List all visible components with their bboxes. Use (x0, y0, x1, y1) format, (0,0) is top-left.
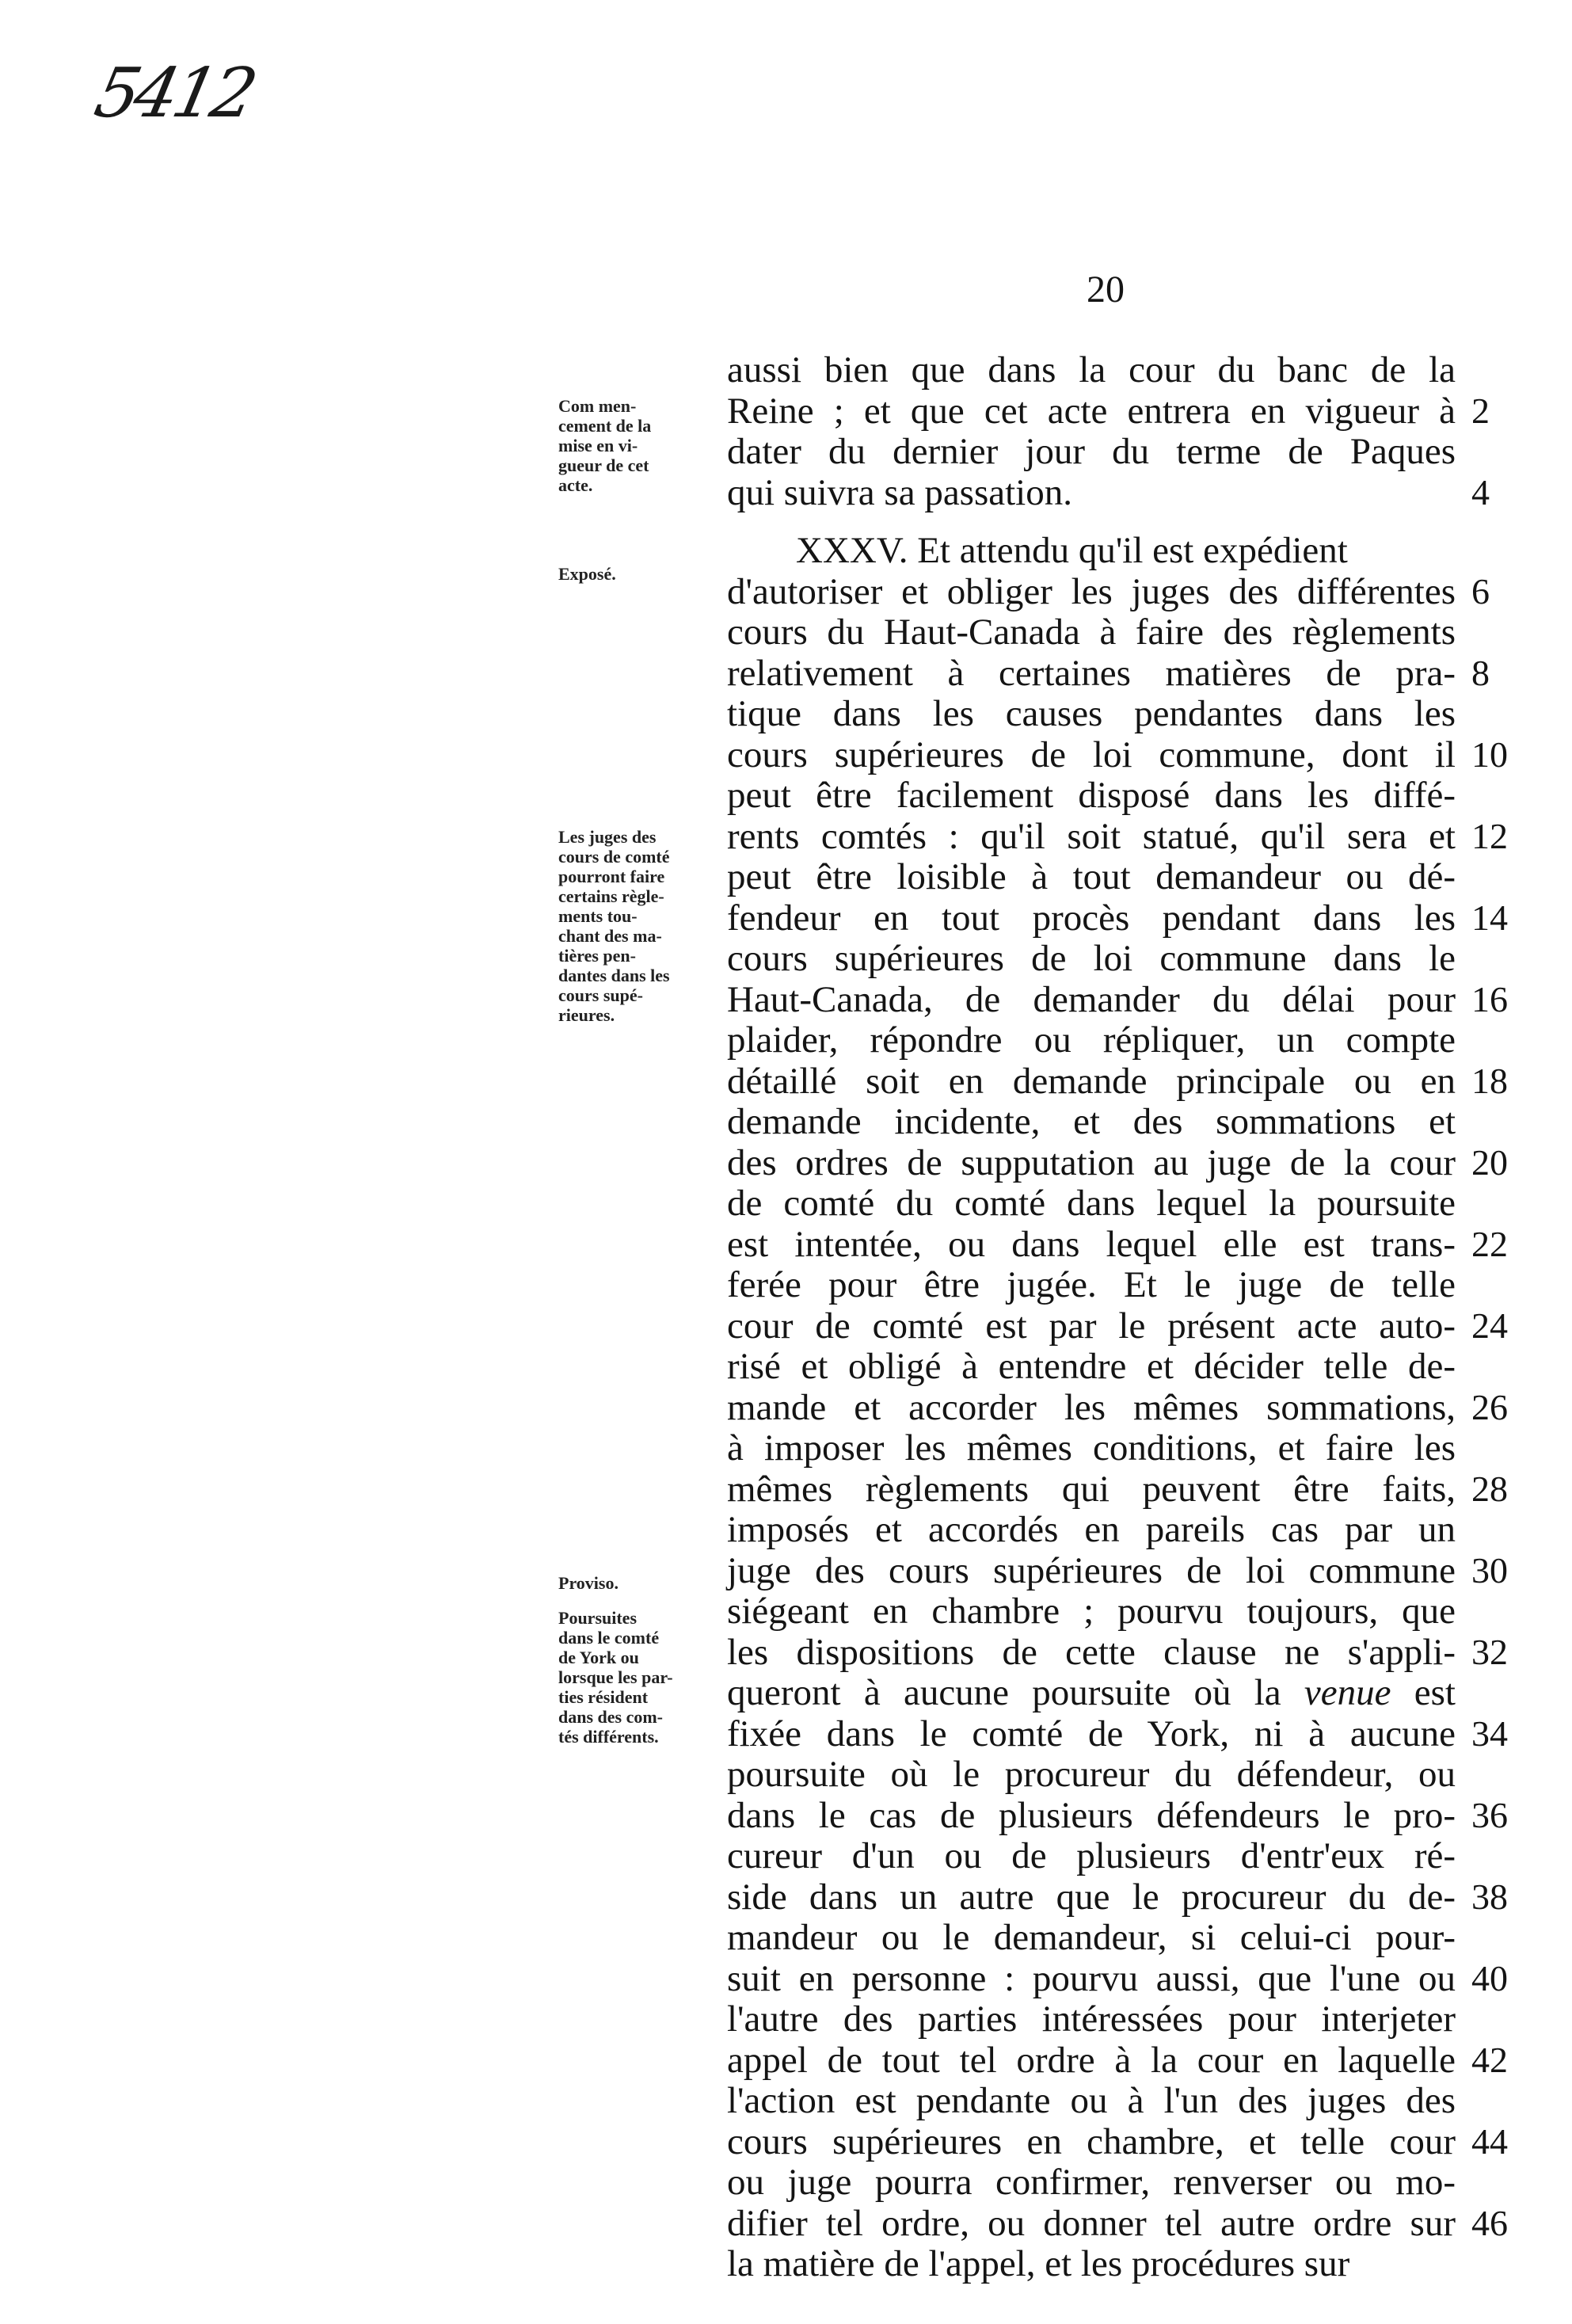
text-line: cours supérieures de loi commune dans le (727, 938, 1456, 979)
text-line: cour de comté est par le présent acte auto- (727, 1305, 1456, 1347)
text-line: mande et accorder les mêmes sommations, (727, 1386, 1456, 1428)
margin-note-line: acte. (558, 475, 593, 495)
margin-note-line: dantes dans les (558, 966, 670, 985)
line-number: 18 (1471, 1060, 1508, 1101)
margin-note-line: Les juges des (558, 827, 657, 847)
margin-note-line: dans des com- (558, 1707, 664, 1727)
line-number: 8 (1471, 652, 1490, 693)
text-line: cours supérieures en chambre, et telle cour (727, 2120, 1456, 2162)
margin-note-proviso (558, 1573, 693, 1593)
text-line: d'autoriser et obliger les juges des différentes (727, 570, 1456, 612)
line-number: 16 (1471, 978, 1508, 1019)
text-line: juge des cours supérieures de loi commune (727, 1549, 1456, 1591)
text-line: risé et obligé à entendre et décider telle de- (727, 1346, 1456, 1387)
margin-note-line: tières pen- (558, 946, 636, 966)
line-number: 4 (1471, 471, 1490, 512)
page-number: 20 (1087, 269, 1125, 311)
margin-note-line: pourront faire (558, 867, 665, 886)
text-line: cours supérieures de loi commune, dont il (727, 733, 1456, 775)
text-line: qui suivra sa passation. (727, 471, 1072, 513)
margin-note-line: lorsque les par- (558, 1667, 673, 1687)
margin-note-line: rieures. (558, 1005, 615, 1025)
text-line: demande incidente, et des sommations et (727, 1101, 1456, 1142)
text-line: aussi bien que dans la cour du banc de la (727, 349, 1456, 391)
margin-note-line: ties résident (558, 1687, 649, 1707)
line-number: 38 (1471, 1876, 1508, 1917)
margin-note-juges (558, 827, 693, 1025)
text-line: cours du Haut-Canada à faire des règlements (727, 611, 1456, 653)
margin-note-line: Com men- (558, 396, 637, 416)
margin-note-line: mise en vi- (558, 436, 638, 455)
line-number: 28 (1471, 1468, 1508, 1509)
line-number: 6 (1471, 570, 1490, 611)
italic-term: venue (1304, 1672, 1391, 1713)
text-line: l'action est pendante ou à l'un des juges des (727, 2080, 1456, 2121)
text-line: est intentée, ou dans lequel elle est trans- (727, 1223, 1456, 1265)
margin-note-line: gueur de cet (558, 455, 649, 475)
text-line: ferée pour être jugée. Et le juge de telle (727, 1264, 1456, 1305)
line-number: 24 (1471, 1305, 1508, 1346)
line-number: 22 (1471, 1223, 1508, 1264)
line-number: 42 (1471, 2039, 1508, 2080)
line-number: 10 (1471, 733, 1508, 775)
text-line: Haut-Canada, de demander du délai pour (727, 978, 1456, 1020)
line-number: 26 (1471, 1386, 1508, 1427)
line-number: 14 (1471, 897, 1508, 938)
margin-note-line: certains règle- (558, 886, 664, 906)
handwritten-annotation: 5412 (88, 54, 260, 133)
line-number: 32 (1471, 1631, 1508, 1672)
line-number: 34 (1471, 1713, 1508, 1754)
text-line: rents comtés : qu'il soit statué, qu'il sera et (727, 815, 1456, 857)
text-line: la matière de l'appel, et les procédures sur (727, 2243, 1350, 2284)
text-line: plaider, répondre ou répliquer, un compte (727, 1019, 1456, 1061)
text-line: appel de tout tel ordre à la cour en laquelle (727, 2039, 1456, 2081)
margin-note-poursuites (558, 1608, 693, 1747)
text-line: peut être facilement disposé dans les diffé- (727, 775, 1456, 816)
text-line: tique dans les causes pendantes dans les (727, 693, 1456, 734)
text-line: mandeur ou le demandeur, si celui-ci pour- (727, 1917, 1456, 1958)
text-line: de comté du comté dans lequel la poursuite (727, 1183, 1456, 1224)
line-number: 44 (1471, 2120, 1508, 2162)
text-line: l'autre des parties intéressées pour interjeter (727, 1998, 1456, 2040)
line-number: 2 (1471, 390, 1490, 431)
text-line: des ordres de supputation au juge de la cour (727, 1141, 1456, 1183)
text-line: dater du dernier jour du terme de Paques (727, 431, 1456, 472)
margin-note-commencement (558, 396, 693, 495)
line-number: 20 (1471, 1141, 1508, 1183)
text-line: siégeant en chambre ; pourvu toujours, que (727, 1591, 1456, 1632)
margin-note-line: Poursuites (558, 1608, 637, 1628)
margin-note-line: Proviso. (558, 1573, 619, 1593)
text-line: fendeur en tout procès pendant dans les (727, 897, 1456, 939)
text-line: à imposer les mêmes conditions, et faire les (727, 1427, 1456, 1469)
text-line: Reine ; et que cet acte entrera en vigueur à (727, 390, 1456, 432)
text-line: fixée dans le comté de York, ni à aucune (727, 1713, 1456, 1754)
text-line: difier tel ordre, ou donner tel autre ordre sur (727, 2202, 1456, 2244)
text-line: détaillé soit en demande principale ou en (727, 1060, 1456, 1102)
margin-note-line: Exposé. (558, 564, 616, 584)
margin-note-line: dans le comté (558, 1628, 660, 1648)
margin-note-line: cours supé- (558, 985, 643, 1005)
text-line: les dispositions de cette clause ne s'appli- (727, 1631, 1456, 1673)
text-line: mêmes règlements qui peuvent être faits, (727, 1468, 1456, 1510)
line-number: 30 (1471, 1549, 1508, 1591)
text-line: imposés et accordés en pareils cas par un (727, 1509, 1456, 1550)
line-number: 36 (1471, 1794, 1508, 1835)
line-number: 40 (1471, 1957, 1508, 1998)
margin-note-line: cours de comté (558, 847, 670, 867)
text-line: relativement à certaines matières de pra- (727, 652, 1456, 694)
text-line: dans le cas de plusieurs défendeurs le pro- (727, 1794, 1456, 1836)
margin-note-expose (558, 564, 693, 584)
line-number: 12 (1471, 815, 1508, 856)
text-line: XXXV. Et attendu qu'il est expédient (796, 530, 1348, 571)
margin-note-line: de York ou (558, 1648, 639, 1667)
text-line: queront à aucune poursuite où la venue est (727, 1672, 1456, 1713)
text-line: ou juge pourra confirmer, renverser ou mo- (727, 2162, 1456, 2203)
margin-note-line: ments tou- (558, 906, 638, 926)
margin-note-line: tés différents. (558, 1727, 659, 1747)
text-line: suit en personne : pourvu aussi, que l'une ou (727, 1957, 1456, 1999)
text-line: poursuite où le procureur du défendeur, ou (727, 1754, 1456, 1795)
margin-note-line: cement de la (558, 416, 652, 436)
text-line: cureur d'un ou de plusieurs d'entr'eux ré- (727, 1835, 1456, 1876)
line-number: 46 (1471, 2202, 1508, 2243)
margin-note-line: chant des ma- (558, 926, 662, 946)
text-line: side dans un autre que le procureur du de- (727, 1876, 1456, 1918)
text-line: peut être loisible à tout demandeur ou dé- (727, 856, 1456, 897)
